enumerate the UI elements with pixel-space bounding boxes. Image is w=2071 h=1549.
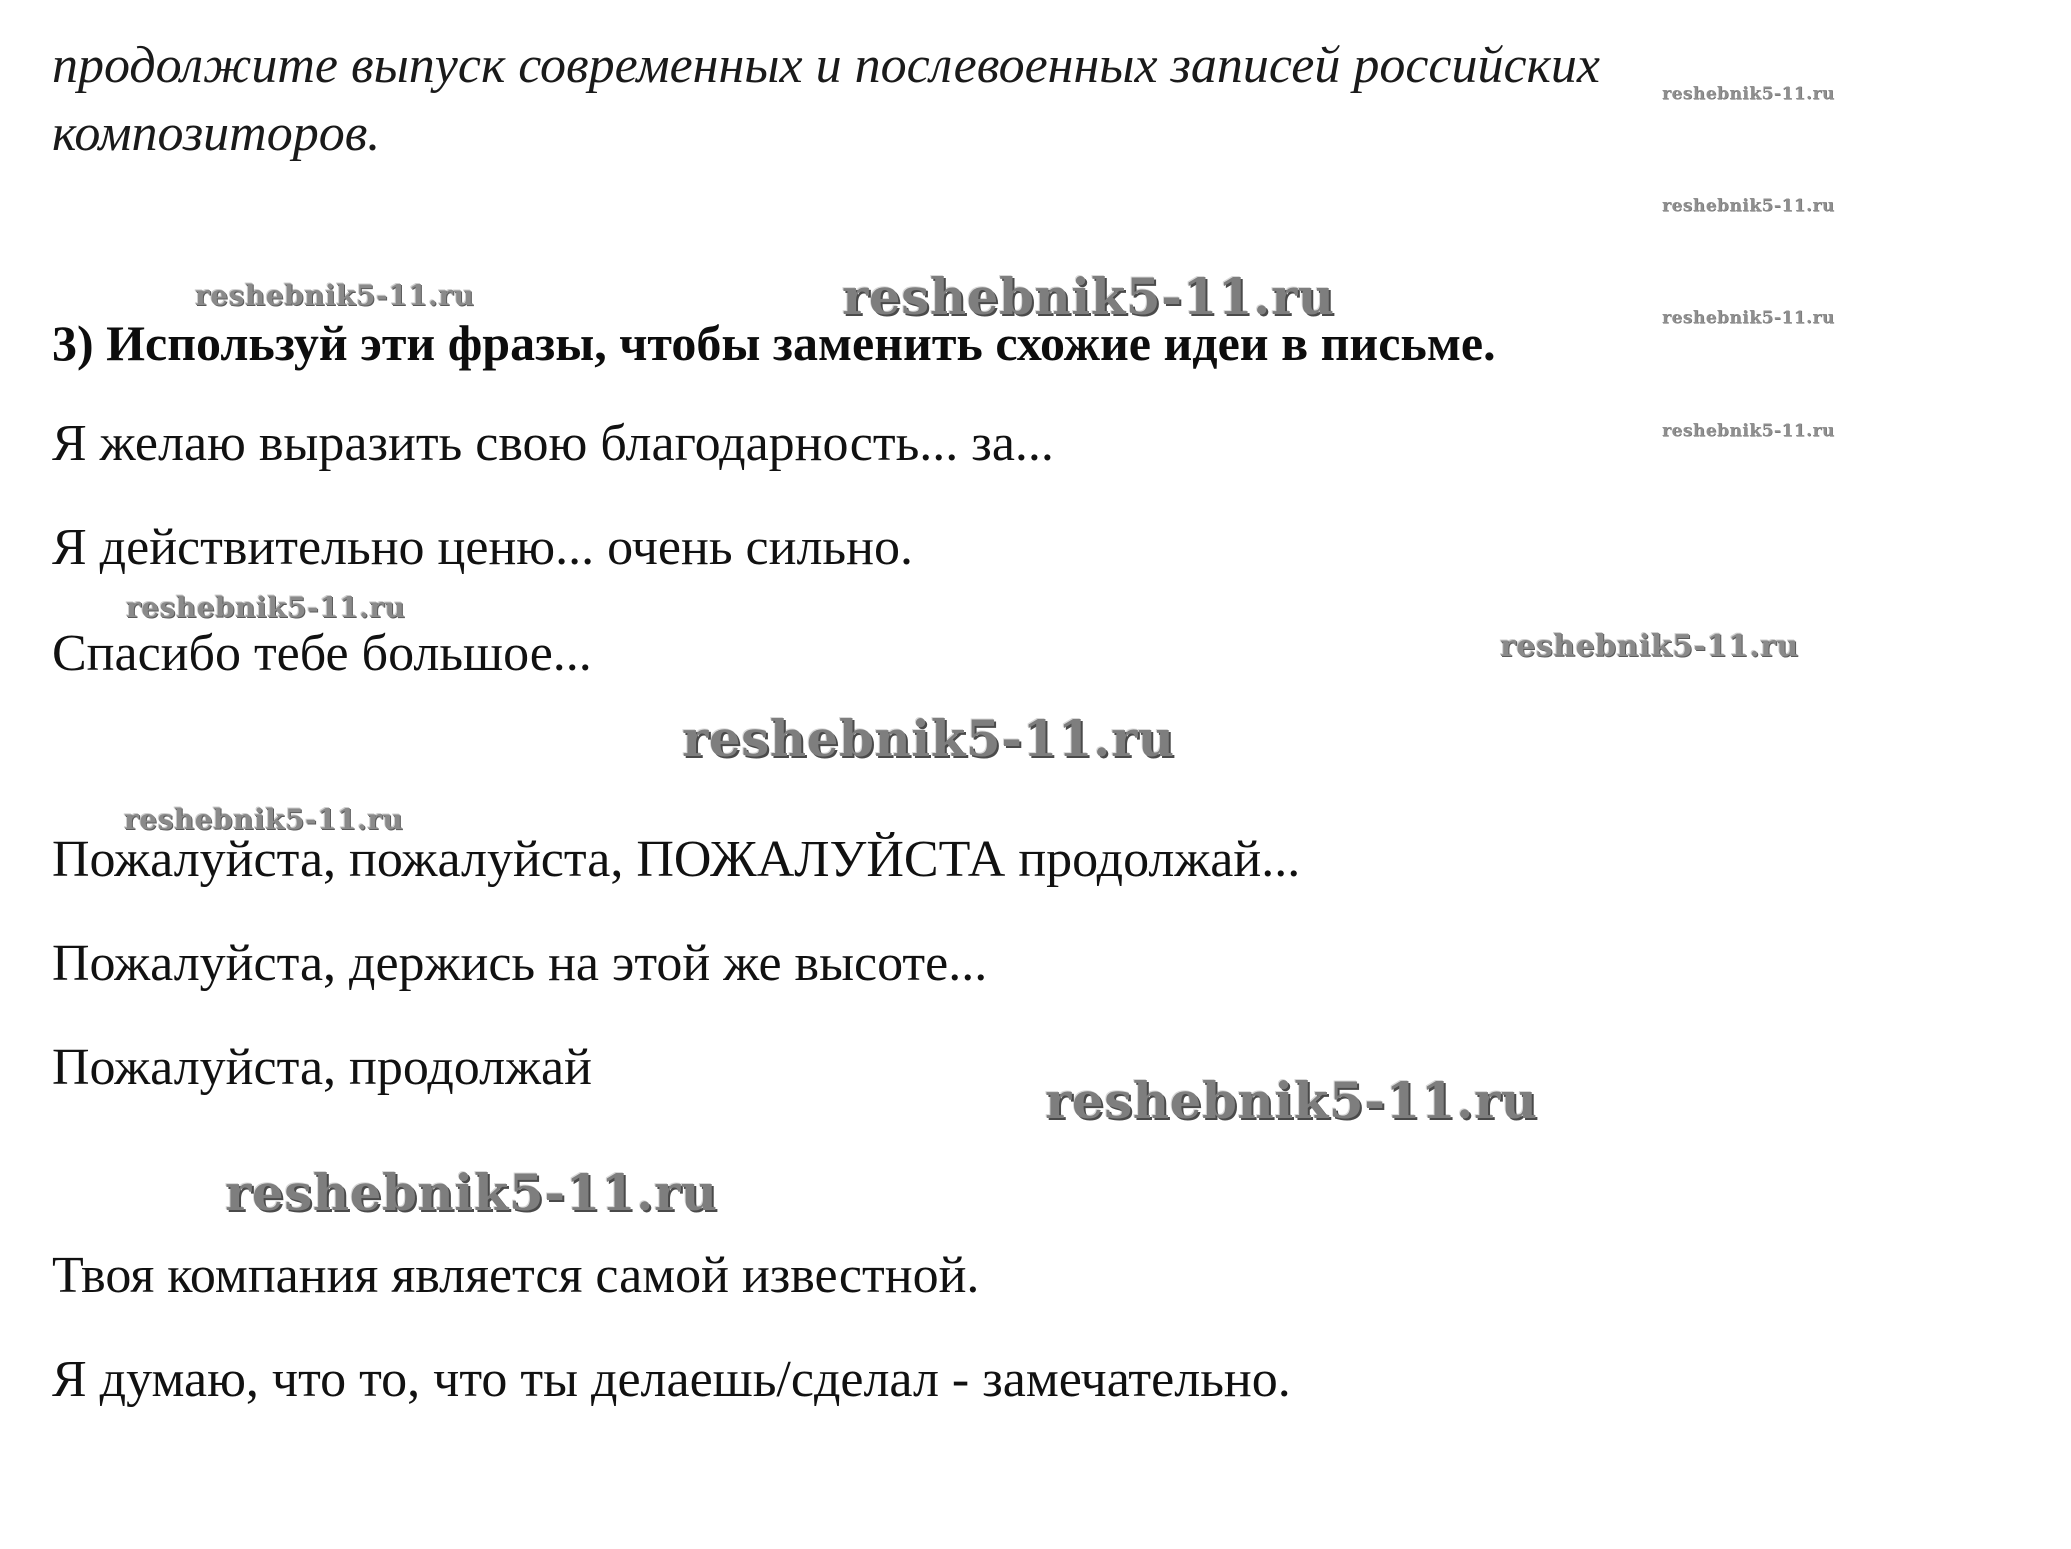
intro-line-2: композиторов. (52, 105, 381, 162)
phrase-3: Спасибо тебе большое... (52, 625, 592, 682)
phrase-5: Пожалуйста, держись на этой же высоте... (52, 935, 988, 992)
watermark: reshebnik5-11.ru (1662, 308, 1835, 328)
watermark: reshebnik5-11.ru (682, 709, 1175, 768)
watermark: reshebnik5-11.ru (124, 803, 404, 836)
phrase-6: Пожалуйста, продолжай (52, 1039, 592, 1096)
watermark: reshebnik5-11.ru (1500, 629, 1799, 664)
watermark: reshebnik5-11.ru (126, 591, 406, 624)
phrase-4: Пожалуйста, пожалуйста, ПОЖАЛУЙСТА продолжай... (52, 831, 1301, 888)
phrase-7: Твоя компания является самой известной. (52, 1247, 980, 1304)
section-heading: 3) Используй эти фразы, чтобы заменить схожие идеи в письме. (52, 315, 1496, 371)
watermark: reshebnik5-11.ru (225, 1163, 718, 1222)
watermark: reshebnik5-11.ru (1662, 421, 1835, 441)
watermark: reshebnik5-11.ru (1045, 1071, 1538, 1130)
phrase-1: Я желаю выразить свою благодарность... за... (52, 415, 1054, 472)
watermark: reshebnik5-11.ru (1662, 196, 1835, 216)
watermark: reshebnik5-11.ru (195, 279, 475, 312)
phrase-8: Я думаю, что то, что ты делаешь/сделал - замечательно. (52, 1351, 1291, 1408)
watermark: reshebnik5-11.ru (842, 267, 1335, 326)
phrase-2: Я действительно ценю... очень сильно. (52, 519, 913, 576)
intro-line-1: продолжите выпуск современных и послевоенных записей российских (52, 37, 1600, 94)
watermark: reshebnik5-11.ru (1662, 84, 1835, 104)
